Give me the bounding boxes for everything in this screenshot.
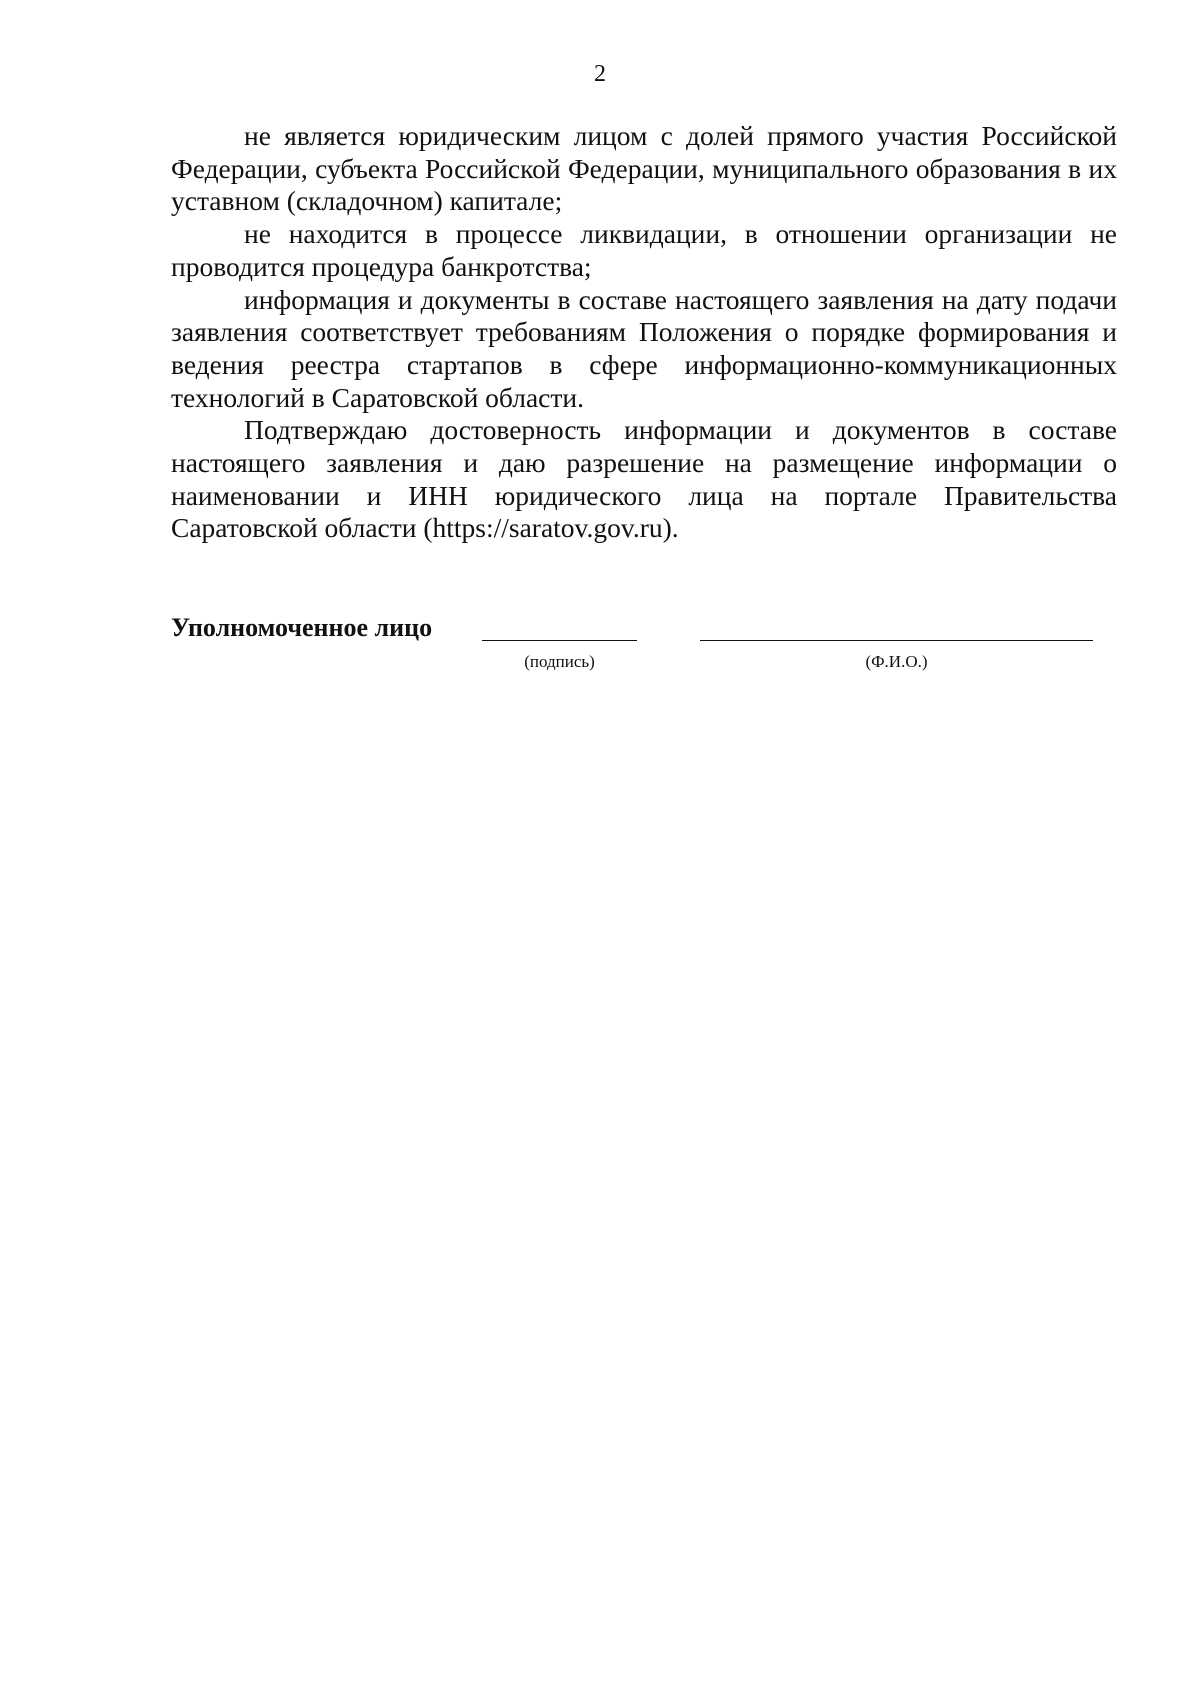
paragraph-confirmation: Подтверждаю достоверность информации и документов в составе настоящего заявления и даю разрешение на размещение информации о наименовании и ИНН юридического лица на портале Правительства Саратовской области (https://saratov.gov.ru). bbox=[171, 414, 1117, 544]
full-name-caption: (Ф.И.О.) bbox=[865, 652, 928, 671]
full-name-line bbox=[700, 640, 1093, 641]
paragraph-information-compliance: информация и документы в составе настоящего заявления на дату подачи заявления соответствует требованиям Положения о порядке формирования и ведения реестра стартапов в сфере информационно-коммуникационных технологий в Саратовской области. bbox=[171, 283, 1117, 413]
paragraph-legal-entity-status: не является юридическим лицом с долей прямого участия Российской Федерации, субъекта Российской Федерации, муниципального образования в их уставном (складочном) капитале; bbox=[171, 120, 1117, 217]
page-number: 2 bbox=[594, 61, 606, 87]
document-body bbox=[171, 120, 1117, 545]
signature-block bbox=[171, 612, 1117, 672]
signature-line bbox=[482, 640, 637, 641]
paragraph-liquidation-status: не находится в процессе ликвидации, в отношении организации не проводится процедура банкротства; bbox=[171, 218, 1117, 282]
signature-caption: (подпись) bbox=[524, 652, 595, 671]
authorized-person-label: Уполномоченное лицо bbox=[171, 613, 433, 642]
